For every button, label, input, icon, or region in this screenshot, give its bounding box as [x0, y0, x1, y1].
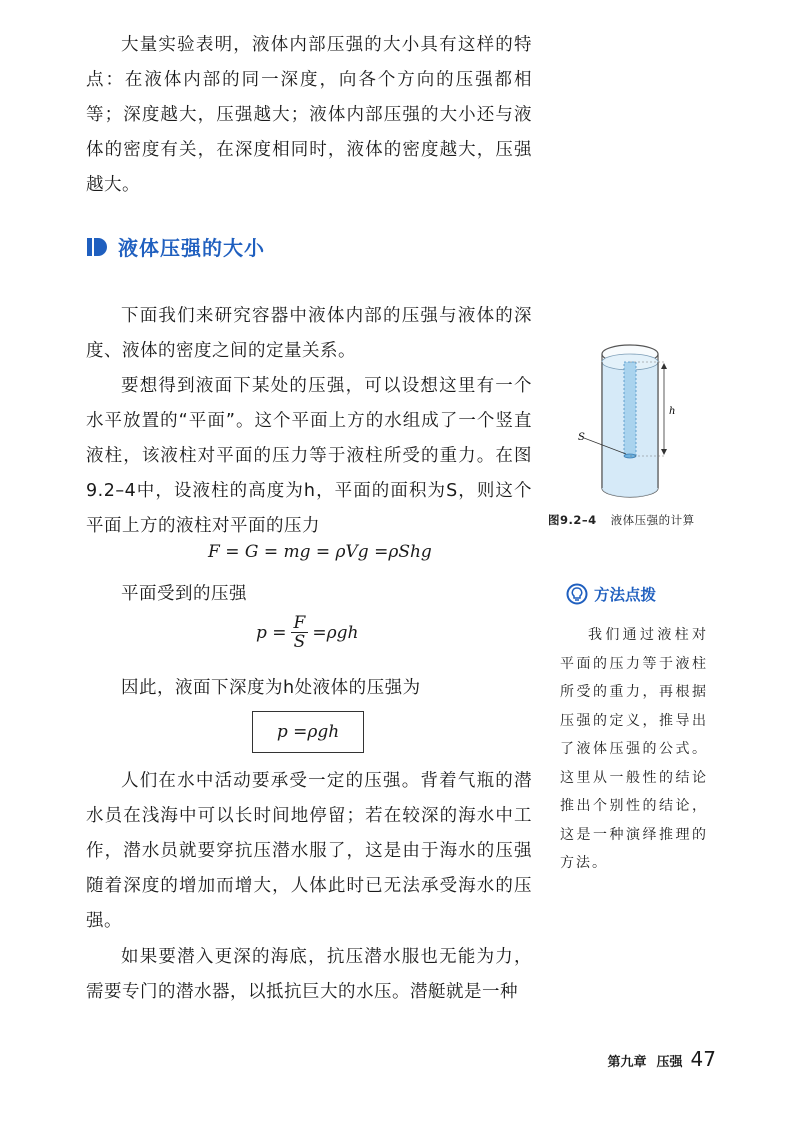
section-heading — [86, 232, 265, 261]
method-tip-header — [566, 583, 656, 605]
figure-caption — [548, 512, 695, 528]
method-tip-text: 我们通过液柱对平面的压力等于液柱所受的重力，再根据压强的定义，推导出了液体压强的公式。这里从一般性的结论推出个别性的结论，这是一种演绎推理的方法。 — [560, 627, 708, 871]
paragraph-depth-pressure: 因此，液面下深度为h处液体的压强为 — [121, 678, 421, 698]
pressure-formula — [256, 614, 358, 651]
method-tip-title: 方法点拨 — [594, 586, 657, 604]
height-label: h — [669, 406, 676, 417]
figure-caption-number: 图9.2–4 — [548, 513, 597, 527]
cylinder-figure — [580, 322, 680, 508]
pressure-fraction — [291, 614, 309, 651]
section-title: 液体压强的大小 — [118, 236, 265, 260]
fraction-numerator: F — [291, 614, 309, 633]
footer-chapter-title: 压强 — [656, 1055, 683, 1070]
section-marker-icon — [86, 236, 108, 258]
paragraph-relation: 下面我们来研究容器中液体内部的压强与液体的深度、液体的密度之间的定量关系。 — [86, 306, 532, 361]
page-number: 47 — [690, 1047, 716, 1071]
intro-paragraph: 大量实验表明，液体内部压强的大小具有这样的特点：在液体内部的同一深度，向各个方向的压强都相等；深度越大，压强越大；液体内部压强的大小还与液体的密度有关，在深度相同时，液体的密度越大，压强越大。 — [86, 35, 532, 195]
paragraph-plane-pressure: 平面受到的压强 — [121, 584, 247, 604]
paragraph-submersible: 如果要潜入更深的海底，抗压潜水服也无能为力，需要专门的潜水器，以抵抗巨大的水压。潜艇就是一种 — [86, 947, 532, 1002]
pressure-formula-rhs: =ρgh — [312, 622, 359, 643]
area-label: S — [578, 432, 585, 443]
footer-chapter: 第九章 — [607, 1055, 647, 1070]
boxed-formula: p =ρgh — [252, 711, 364, 753]
paragraph-divers: 人们在水中活动要承受一定的压强。背着气瓶的潜水员在浅海中可以长时间地停留；若在较深的海水中工作，潜水员就要穿抗压潜水服了，这是由于海水的压强随着深度的增加而增大，人体此时已无法承受海水的压强。 — [86, 771, 532, 931]
figure-caption-text: 液体压强的计算 — [610, 513, 695, 527]
paragraph-liquid-column: 要想得到液面下某处的压强，可以设想这里有一个水平放置的“平面”。这个平面上方的水组成了一个竖直液柱，该液柱对平面的压力等于液柱所受的重力。在图9.2–4中，设液柱的高度为h，平面的面积为S，则这个平面上方的液柱对平面的压力 — [86, 376, 532, 536]
pressure-formula-lhs: p = — [256, 622, 287, 643]
force-formula: F = G = mg = ρVg =ρShg — [208, 542, 432, 562]
lightbulb-icon — [566, 583, 588, 605]
page-footer — [608, 1047, 716, 1071]
fraction-denominator: S — [293, 632, 306, 652]
